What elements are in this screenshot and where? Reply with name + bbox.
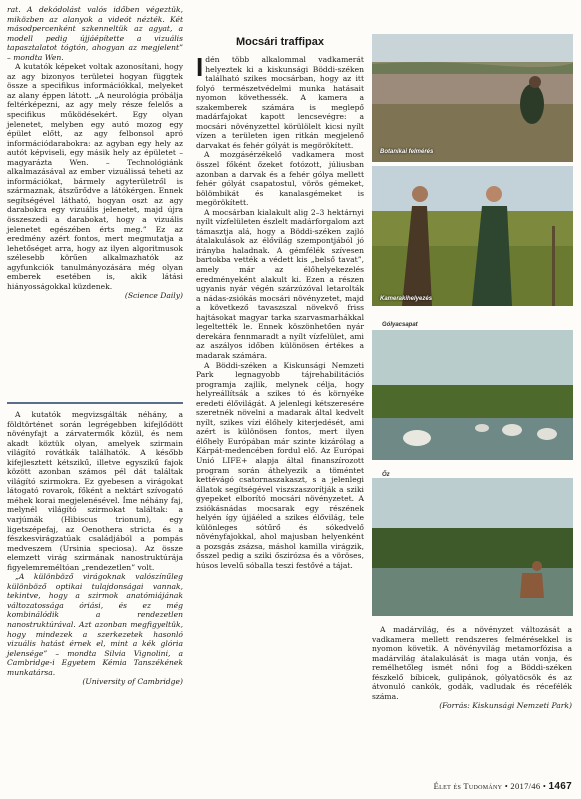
photo-caption-4: Őz (382, 472, 390, 478)
photo-caption-1: Botanikai felmérés (380, 149, 434, 155)
col3-source: (Forrás: Kiskunsági Nemzeti Park) (439, 701, 572, 711)
col1b-para-1: A kutatók megvizsgálták néhány, a földtörténet során legrégebben kifejlődött növényfajt a zárvatermők közül, és nem akadt köztük olyan, amelyek szirmain világító rovátkák találhatók. A később kifejlesztett kétszikű, illetve egyszikű fajok között azonban számos pél dát találtak világító szirmokra. Ez gyebesen a virágokat látogató rovarok, főként a nektárt szívogató méhek korai megjelenésével. Íme néhány faj, melynél világító szirmokat találtak: a varjúmák (Hibiscus trionum), egy ligetszépefaj, az Oenothera stricta és a fészkesvirágzatúak családjából a pompás medveszem (Ursinia speciosa). Az össze elemzett virág szirmának nanostruktúrája figyelemreméltóan „rendezetlen” volt. (7, 410, 183, 572)
photo-caption-2: Kamerakihelyezés (380, 296, 433, 302)
dropcap: I (196, 52, 204, 82)
col3-para-1: A madárvilág, és a növényzet változását a vadkamera mellett rendszeres felmérésekkel is nyomon követik. A növényvilág metamorfózisa a madárvilág átalakulását is maga után vonja, és remélhetőleg ismét nőni fog a Böddi-széken fészkelő bíbicek, gulipánok, gólyatöcsök és az átvonuló cankók, godák, vadludak és récefélék száma. (372, 625, 572, 701)
footer-journal: Élet és Tudomány (433, 781, 503, 791)
column-1-top (7, 5, 183, 301)
col1b-source: (University of Cambridge) (82, 677, 183, 687)
col2-para-3: A mocsárban kialakult alig 2–3 hektárnyi nyílt vízfelületen észlelt madárforgalom azt támasztja alá, hogy a Böddi-széken zajló átalakulások az élővilág szempontjából jó irányba haladnak. A gémfélék szívesen bartokba vették a védett kis „belső tavat”, amely már az élőhelyekezelés eredményeként alakult ki. Ezen a részen ugyanis nyár végén szárzúzóval letarolták a nádas-zsiókás mocsári növényzetet, majd a következő tavaszszal növekvő friss hajtásokat magyar tarka szarvasmarhákkal legeltették le. Ennek köszönhetően nyár derekára fennmaradt a nyílt vízfelület, ami az aszályos időben különösen értékes a madarak számára. (196, 207, 364, 360)
footer-page-number: 1467 (548, 781, 572, 792)
article-headline: Mocsári traffipax (235, 36, 325, 48)
col1-para-2: A kutatók képeket voltak azonosítani, hogy az agy bizonyos területei hogyan függtek össze a specifikus információkkal, melyeket az alany éppen látott. „A neurológia próbálja feltérképezni, az agy mely része felelős a specifikus működésekért. Egy olyan jelenetet, melyben egy autó mozog egy épület előtt, az agy felbonsol apró információdarabokra: az agyban egy hely az autót képviseli, egy másik hely az épületet – magyarázta Wen. – Technológiánk alkalmazásával az ember vizuálissá teheti az információkat, bármely agyterületről is származnak, átszűrődve a látókérgen. Ennek segítségével látható, hogyan oszt az agy darabokra egy vizuális jelenetet, majd újra összeszedi a darabokat, hogy a vizuális jelenetet egészében érts meg.” Ez az eredmény azért fontos, mert megmutatja a lehetőséget arra, hogy az ilyen algoritmusok szélesebb körűen alkalmazhatók az agyfunkciók tanulmányozására még olyan emberek esetében is, akik látási hiányosságokkal küzdenek. (7, 62, 183, 291)
page-footer (372, 781, 572, 792)
col2-para-2: A mozgásérzékelő vadkamera most összel főként őzeket fotózott, júliusban azonban a darvak és a fehér gólya mellett fehér gólyát csapatostul, vörös gémeket, bölömbikát és kanalasgémeket is megörökített. (196, 150, 364, 208)
photo-stork-flock (372, 330, 573, 460)
col1b-para-2: „A különböző virágoknak valószínűleg különböző optikai tulajdonságai vannak, tekintve, hogy a szirmok anatómiájának változatossága óriási, és ez még kombinálódik a rendezetlen nanostruktúrával. Azt azonban megfigyeltük, hogy mindezek a szerkezetek hasonló vizuális hatást érnek el, mint a kék glória jelensége” – mondta Silvia Vignolini, a Cambridge-i Egyetem Kémia Tanszékének munkatársa. (7, 572, 183, 677)
column-1-bottom (7, 410, 183, 687)
section-divider (7, 402, 183, 404)
col1-source: (Science Daily) (124, 291, 183, 301)
column-3 (372, 625, 572, 711)
col2-para-4: A Böddi-széken a Kiskunsági Nemzeti Park legnagyobb tájrehabilitációs programja zajlik, melynek célja, hogy helyreállítsák a szikes tó és környéke eredeti élővilágát. A jelenlegi kétszeresére szeretnék növelni a madarak által kedvelt nyílt, szikes vízi élőhely kiterjedését, ami azért is különösen fontos, mert ilyen élőhely Európában már szinte kizárólag a Kárpát-medencében fordul elő. Az Európai Unió LIFE+ alapja által finanszírozott program során áthelyezik a töméntet kettévágó csatornaszakaszt, s a jelenlegi állatok segítségével viszszaszorítják a sziki gyepeket elborító mocsári növényzetet. A zsiókásnádas mocsarak egy részének helyén így újjáéled a szikes élővilág, tele különleges sótűrő és sókedvelő növényfajokkal, ahol majusban helyenként a pozsgás zsázsa, máshol kamilla virágzik, ősszel pedig a sziki őszirózsa és a vöröses, húsos levelű sóballa teszi festővé a tájat. (196, 360, 364, 570)
photo-roe-deer (372, 478, 573, 616)
photo-botanical-survey (372, 34, 573, 162)
col1-para-1: rat. A dekódolást valós időben végeztük, miközben az alanyok a videót nézték. Két másodpercenként szkenneltük az agyat, a modell pedig újjáépítette a vizuális tapasztalatot tógtón, ahogyan az megjelent” – mondta Wen. (7, 5, 183, 62)
photo-caption-3: Gólyacsapat (382, 322, 418, 328)
photo-camera-install (372, 166, 573, 306)
col2-para-1 (196, 52, 364, 150)
column-2 (196, 52, 364, 571)
col2-para-1-text: dén több alkalommal vadkamerát helyeztek ki a kiskunsági Böddi-széken található szikes mocsárban, hogy az itt folyó természetvédelmi munka hatásait nyomon követhessék. A kamera a szakemberek számára is meglepő madárfajokat kapott lencsevégre: a mocsári növényzettel körülölelt kicsi nyílt vízen a területen igen ritkán megjelenő darvakat és fehér gólyát is megörökített. (196, 55, 364, 150)
footer-issue: • 2017/46 • (504, 781, 547, 791)
